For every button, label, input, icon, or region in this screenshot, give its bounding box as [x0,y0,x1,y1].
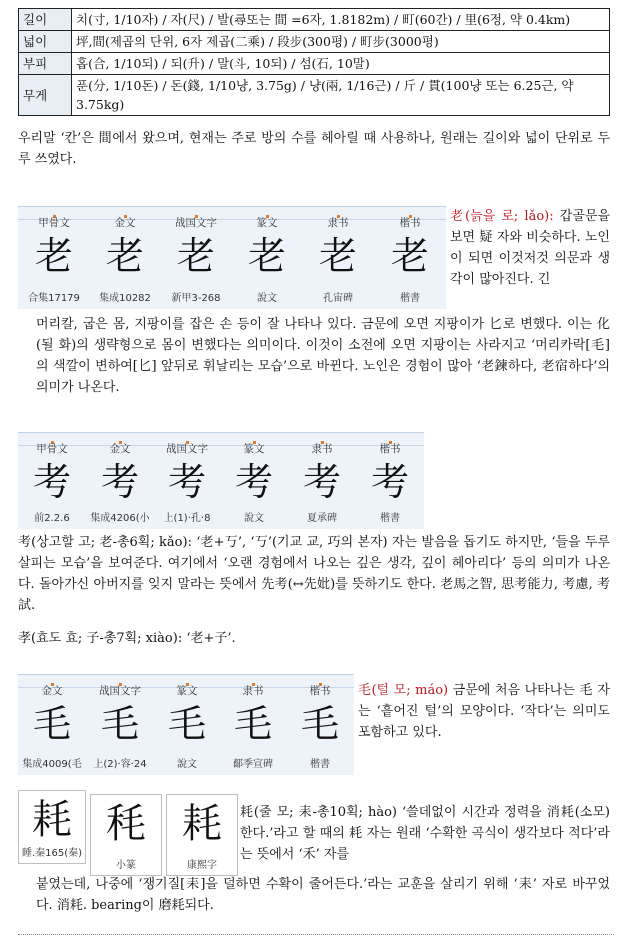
glyph-cell [288,433,356,529]
glyph-char: 毛 [300,702,339,746]
hao-side-text: 耗(줄 모; 耒-총10획; hào) ‘쓸데없이 시간과 정력을 消耗(소모)한다.’라고 할 때의 耗 자는 원래 ‘수확한 곡식이 생각보다 적다’라는 뜻에서 ‘禾’ 자를 [240,805,610,862]
glyph-char: 毛 [167,702,206,746]
script-label: 隶书 [327,217,349,229]
script-label: 战国文字 [99,685,141,697]
glyph-char: 老 [176,234,215,278]
script-label: 篆文 [176,685,198,697]
script-label: 金文 [41,685,63,697]
glyph-char: 考 [167,460,206,504]
glyph-cell [154,675,220,775]
glyph-cell [286,675,354,775]
glyph-char: 考 [234,460,273,504]
glyph-char: 老 [390,234,429,278]
script-label: 甲骨文 [36,443,68,455]
lao-side-body: 갑골문을 보면 疑 자와 비슷하다. 노인이 되면 이것저것 의문과 생각이 많아진다. 긴 [450,209,611,287]
glyph-source: 上(1)·孔·8 [163,513,211,524]
units-table [18,8,610,116]
unit-text: 치(寸, 1/10자) / 자(尺) / 발(尋또는 間 =6자, 1.8182m) / 町(60간) / 里(6정, 약 0.4km) [72,9,610,31]
glyph-cell [356,433,424,529]
unit-label: 부피 [19,53,72,75]
glyph-source: 楷書 [380,513,400,524]
unit-label: 길이 [19,9,72,31]
glyph-source: 集成4009(毛 [22,759,82,770]
hao-glyph-box [90,794,162,876]
glyph-char: 老 [34,234,73,278]
hao-body-text: 붙였는데, 나중에 ‘쟁기질[耒]을 덜하면 수확이 줄어든다.’라는 교훈을 살리기 위해 ‘耒’ 자로 바꾸었다. 消耗. bearing이 磨耗되다. [36,877,610,913]
glyph-char: 毛 [100,702,139,746]
unit-text: 홉(合, 1/10되) / 되(升) / 말(斗, 10되) / 섬(石, 10말) [72,53,610,75]
mao-heading: 毛(털 모; máo) [358,683,449,698]
glyph-source: 小篆 [116,860,136,871]
glyph-source: 夏承碑 [307,513,337,524]
kao-glyph-strip [18,432,424,529]
mao-glyph-strip [18,674,354,775]
glyph-cell [18,207,90,309]
script-label: 金文 [109,443,131,455]
lao-body-text: 머리칼, 굽은 몸, 지팡이를 잡은 손 등이 잘 나타나 있다. 금문에 오면 지팡이가 匕로 변했다. 이는 化(될 화)의 생략형으로 몸이 변했다는 의미이다. 이것이 소전에 오면 지팡이는 사라지고 ‘머리카락[毛]의 색깔이 변하여[匕] 앞뒤로 휘날리는 모습’으로 바뀐다. 노인은 경험이 많아 ‘老鍊하다, 老宿하다’의 의미가 나온다. [36,317,610,395]
lao-side-text [450,206,610,290]
script-label: 战国文字 [175,217,217,229]
mao-side-body: 금문에 처음 나타나는 毛 자는 ‘흩어진 털’의 모양이다. ‘작다’는 의미도 포함하고 있다. [358,683,610,740]
glyph-source: 孔宙碑 [323,293,353,304]
unit-text: 푼(分, 1/10돈) / 돈(錢, 1/10냥, 3.75g) / 냥(兩, 1/16근) / 斤 / 貫(100냥 또는 6.25근, 약 3.75kg) [72,75,610,116]
glyph-char: 耗 [32,797,72,843]
glyph-cell [90,207,160,309]
glyph-char: 考 [100,460,139,504]
unit-label: 넓이 [19,31,72,53]
script-label: 楷书 [379,443,401,455]
script-label: 篆文 [243,443,265,455]
script-label: 楷书 [399,217,421,229]
glyph-char: 考 [32,460,71,504]
script-label: 隶书 [311,443,333,455]
glyph-char: 秏 [106,801,146,847]
table-row [19,31,610,53]
glyph-cell [374,207,446,309]
glyph-cell [18,433,86,529]
glyph-char: 毛 [32,702,71,746]
mao-side-text [358,680,610,743]
glyph-cell [220,433,288,529]
glyph-char: 毛 [233,702,272,746]
script-label: 甲骨文 [38,217,70,229]
script-label: 篆文 [256,217,278,229]
unit-label: 무게 [19,75,72,116]
glyph-source: 康熙字 [187,860,217,871]
glyph-source: 睡.秦165(秦) [21,848,83,859]
script-label: 楷书 [309,685,331,697]
glyph-source: 楷書 [310,759,330,770]
table-row [19,75,610,116]
xiao-paragraph: 孝(효도 효; 子-총7획; xiào): ‘老+子’. [18,631,236,646]
hao-glyph-box [166,794,238,876]
glyph-cell [220,675,286,775]
table-row [19,9,610,31]
glyph-char: 老 [247,234,286,278]
glyph-char: 老 [318,234,357,278]
glyph-cell [302,207,374,309]
glyph-source: 說文 [244,513,264,524]
script-label: 战国文字 [166,443,208,455]
glyph-source: 新甲3-268 [171,293,221,304]
glyph-source: 前2.2.6 [34,513,70,524]
kao-paragraph: 考(상고할 고; 老-총6획; kǎo): ‘老+丂’, ‘丂’(기교 교, 巧의 본자) 자는 발음을 돕기도 하지만, ‘들을 두루 살피는 모습’을 보여준다. 여기에서 ‘오랜 경험에서 나오는 깊은 생각, 깊이 헤아리다’ 등의 의미가 나온다. 돌아가신 아버지를 잊지 말라는 뜻에서 先考(↔先妣)를 뜻하기도 한다. 老馬之智, 思考能力, 考慮, 考試. [18,535,610,613]
glyph-char: 考 [370,460,409,504]
intro-paragraph: 우리말 ‘칸’은 間에서 왔으며, 현재는 주로 방의 수를 헤아릴 때 사용하나, 원래는 길이와 넓이 단위로 두루 쓰였다. [18,131,610,167]
lao-heading: 老(늙을 로; lǎo): [450,209,554,224]
table-row [19,53,610,75]
glyph-source: 合集17179 [28,293,80,304]
lao-glyph-strip [18,206,446,309]
unit-text: 坪,間(제곱의 단위, 6자 제곱(二乘) / 段步(300평) / 町步(3000평) [72,31,610,53]
glyph-cell [160,207,232,309]
script-label: 隶书 [242,685,264,697]
glyph-char: 考 [302,460,341,504]
glyph-cell [86,675,154,775]
glyph-source: 說文 [257,293,277,304]
glyph-cell [154,433,220,529]
hao-glyph-box [18,790,86,864]
glyph-source: 上(2)·容·24 [93,759,147,770]
glyph-char: 耗 [182,801,222,847]
glyph-source: 說文 [177,759,197,770]
glyph-source: 集成10282 [99,293,151,304]
glyph-char: 老 [105,234,144,278]
glyph-cell [18,675,86,775]
glyph-cell [232,207,302,309]
glyph-source: 鄐季宣碑 [233,759,273,770]
script-label: 金文 [114,217,136,229]
glyph-source: 集成4206(小 [90,513,150,524]
glyph-source: 楷書 [400,293,420,304]
glyph-cell [86,433,154,529]
footer-divider [18,934,614,935]
